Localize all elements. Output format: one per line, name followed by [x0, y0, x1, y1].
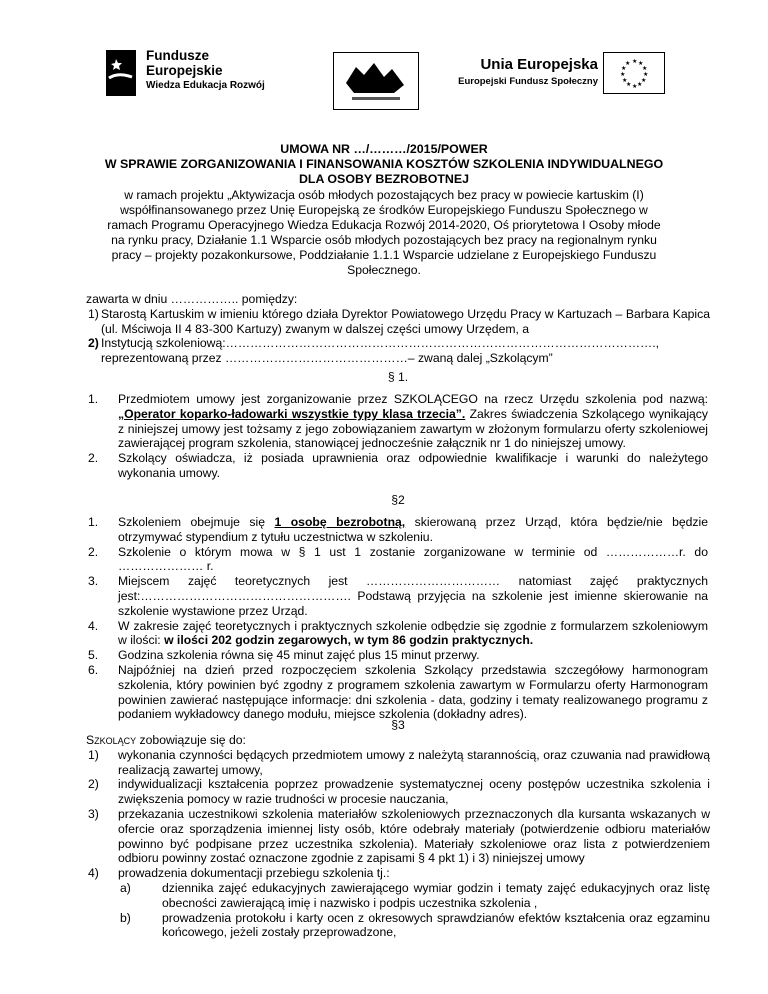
svg-text:★: ★	[641, 77, 647, 84]
s3-item4-number: 4)	[88, 866, 99, 881]
party1-text: Starostą Kartuskim w imieniu którego działa Dyrektor Powiatowego Urzędu Pracy w Kartuzach – Barbara Kapica (ul. Mściwoja II 4 83-300 Kartuzy) zwanym w dalszej części umowy Urzędem, a	[101, 306, 710, 336]
s3-lead	[86, 733, 710, 748]
eu-line2: Europejski Fundusz Społeczny	[458, 76, 598, 87]
s3-sub-b-text: prowadzenia protokołu i karty ocen z okresowych sprawdzianów efektów kształcenia oraz egzaminu końcowego, jeżeli zostały przeprowadzone,	[162, 910, 710, 940]
eu-logo-text	[448, 56, 598, 90]
s1-item1-number: 1.	[88, 392, 99, 406]
fe-line2: Europejskie	[146, 63, 223, 78]
parties-lead: zawarta w dniu …………….. pomiędzy:	[86, 292, 298, 306]
s2-item1-c: skierowaną przez Urząd, która będzie/nie będzie otrzymywać stypendium z tytułu uczestnictwa w szkoleniu.	[118, 515, 708, 544]
fundusze-europejskie-logo	[106, 48, 306, 103]
s2-item6-number: 6.	[88, 662, 99, 677]
s3-sub-b-number: b)	[120, 910, 131, 925]
s2-item4-text	[118, 619, 708, 649]
s3-item3-number: 3)	[88, 806, 99, 821]
s1-item1-course-name: „Operator koparko-ładowarki wszystkie typy klasa trzecia”.	[118, 406, 466, 421]
s3-item2-number: 2)	[88, 777, 99, 792]
s2-item2-text: Szkolenie o którym mowa w § 1 ust 1 zostanie zorganizowane w terminie od ………………r. do ………………… r.	[118, 544, 708, 574]
svg-text:★: ★	[632, 58, 638, 65]
s1-item1-text	[118, 392, 708, 451]
s2-item4-a: W zakresie zajęć teoretycznych i praktycznych szkolenie odbędzie się zgodnie z formularzem szkoleniowym w ilości:	[118, 618, 708, 648]
s3-item3-text: przekazania uczestnikowi szkolenia materiałów szkoleniowych przeznaczonych dla kursanta wskazanych w ofercie oraz sporządzenia imiennej listy osób, które odebrały materiały (potwierdzenie odbioru materiałów powinno być podpisane przez uczestnika szkolenia). Materiały szkoleniowe oraz lista z potwierdzeniem odbioru powinny zostać oznaczone zgodnie z zapisami § 4 pkt 1) i 3) niniejszej umowy	[118, 806, 710, 866]
svg-text:★: ★	[642, 65, 648, 72]
svg-text:★: ★	[643, 71, 649, 78]
s3-sub-a-number: a)	[120, 880, 131, 895]
svg-text:★: ★	[625, 60, 631, 67]
section3-heading: §3	[391, 718, 405, 732]
s3-item4-text: prowadzenia dokumentacji przebiegu szkolenia tj.:	[118, 866, 390, 881]
title-line3: DLA OSOBY BEZROBOTNEJ	[298, 172, 470, 186]
svg-text:★: ★	[637, 81, 643, 88]
s2-item1-count: 1 osobę bezrobotną,	[274, 515, 406, 529]
s3-lead-text: zobowiązuje się do:	[139, 733, 246, 747]
s1-item2-number: 2.	[88, 451, 99, 466]
s2-item2-number: 2.	[88, 544, 99, 559]
s2-item3-number: 3.	[88, 574, 99, 589]
fe-line1: Fundusze	[146, 48, 209, 63]
eu-line1: Unia Europejska	[480, 56, 598, 73]
svg-text:★: ★	[632, 83, 638, 90]
s3-item1-text: wykonania czynności będących przedmiotem umowy z należytą starannością, oraz czuwania nad prawidłową realizacją zawartej umowy,	[118, 747, 710, 777]
fe-line3: Wiedza Edukacja Rozwój	[146, 80, 265, 91]
s3-item2-text: indywidualizacji kształcenia poprzez prowadzenie systematycznej oceny postępów uczestnika szkolenia i zwiększenia pomocy w razie trudności w procesie nauczania,	[118, 777, 710, 807]
s1-item2-text: Szkolący oświadcza, iż posiada uprawnienia oraz odpowiednie kwalifikacje i warunki do należytego wykonania umowy.	[118, 451, 708, 480]
title-line1: UMOWA NR …/………/2015/POWER	[280, 142, 488, 156]
s2-item5-text: Godzina szkolenia równa się 45 minut zajęć plus 15 minut przerwy.	[118, 648, 480, 663]
s2-item5-number: 5.	[88, 648, 99, 663]
section3-body	[86, 733, 710, 940]
s1-item1-c: Zakres świadczenia Szkolącego wynikający z niniejszej umowy jest tożsamy z jego zobowiązaniem zawartym w złożonym formularzu oferty szkoleniowej zawierającej program szkolenia, stanowiącej jednocześnie załącznik nr 1 do niniejszej umowy.	[118, 406, 708, 451]
section1-body	[88, 392, 708, 481]
svg-text:★: ★	[626, 81, 632, 88]
s2-item1-a: Szkoleniem obejmuje się	[118, 515, 265, 529]
party2-text: Instytucją szkoleniową:…………………………………………………………………………………………….,	[101, 336, 659, 351]
section2-heading: §2	[391, 493, 405, 507]
party2-repr: reprezentowaną przez ………………………………………– zwaną dalej „Szkolącym”	[101, 351, 553, 366]
s2-item3-text: Miejscem zajęć teoretycznych jest …………………………… natomiast zajęć praktycznych jest:……………………………………………. Podstawą przyjęcia na szkolenie jest imienne skierowanie na szkolenie wystawione przez Urząd.	[118, 574, 708, 618]
svg-text:★: ★	[621, 65, 627, 72]
logo-bar	[0, 0, 768, 120]
s2-item1-text	[118, 515, 708, 545]
s1-item1-a: Przedmiotem umowy jest zorganizowanie przez SZKOLĄCEGO na rzecz Urzędu szkolenia pod nazwą:	[118, 392, 708, 406]
party2-number: 2)	[88, 336, 99, 351]
section1-heading: § 1.	[387, 370, 409, 384]
s2-item4-hours: w ilości 202 godzin zegarowych, w tym 86 godzin praktycznych.	[164, 633, 534, 648]
s3-item1-number: 1)	[88, 747, 99, 762]
document-title	[60, 142, 708, 187]
s2-item4-number: 4.	[88, 618, 99, 633]
svg-text:★: ★	[638, 60, 644, 67]
svg-text:★: ★	[620, 71, 626, 78]
title-line2: W SPRAWIE ZORGANIZOWANIA I FINANSOWANIA KOSZTÓW SZKOLENIA INDYWIDUALNEGO	[104, 157, 664, 171]
s2-item6-text: Najpóźniej na dzień przed rozpoczęciem szkolenia Szkolący przedstawia szczegółowy harmonogram szkolenia, który powinien być zgodny z programem szkolenia zawartym w Formularzu oferty Harmonogram powinien zawierać następujące informacje: dni szkolenia - data, godziny i tematy realizowanego programu z podaniem wykładowcy danego modułu, miejsce szkolenia (dokładny adres).	[118, 662, 708, 722]
s3-sub-a-text: dziennika zajęć edukacyjnych zawierającego wymiar godzin i tematy zajęć edukacyjnych oraz listę obecności zawierającą imię i nazwisko i podpis uczestnika szkolenia ,	[162, 880, 710, 910]
intro-paragraph: w ramach projektu „Aktywizacja osób młodych pozostających bez pracy w powiecie kartuskim (I) współfinansowanego przez Unię Europejską ze środków Europejskiego Funduszu Społecznego w ramach Programu Operacyjnego Wiedza Edukacja Rozwój 2014-2020, Oś priorytetowa I Osoby młode na rynku pracy, Działanie 1.1 Wsparcie osób młodych pozostających bez pracy na regionalnym rynku pracy – projekty pozakonkursowe, Poddziałanie 1.1.1 Wsparcie udzielane z Europejskiego Funduszu Społecznego.	[107, 188, 661, 277]
fe-flag-icon	[106, 50, 136, 96]
s3-lead-subject: Szkolący	[86, 733, 137, 747]
parties-block	[86, 292, 710, 366]
party1-number: 1)	[88, 306, 99, 321]
project-logo	[333, 52, 419, 110]
svg-text:★: ★	[622, 77, 628, 84]
s2-item1-number: 1.	[88, 515, 99, 529]
eu-flag-icon	[603, 52, 665, 94]
section2-body	[88, 515, 708, 722]
